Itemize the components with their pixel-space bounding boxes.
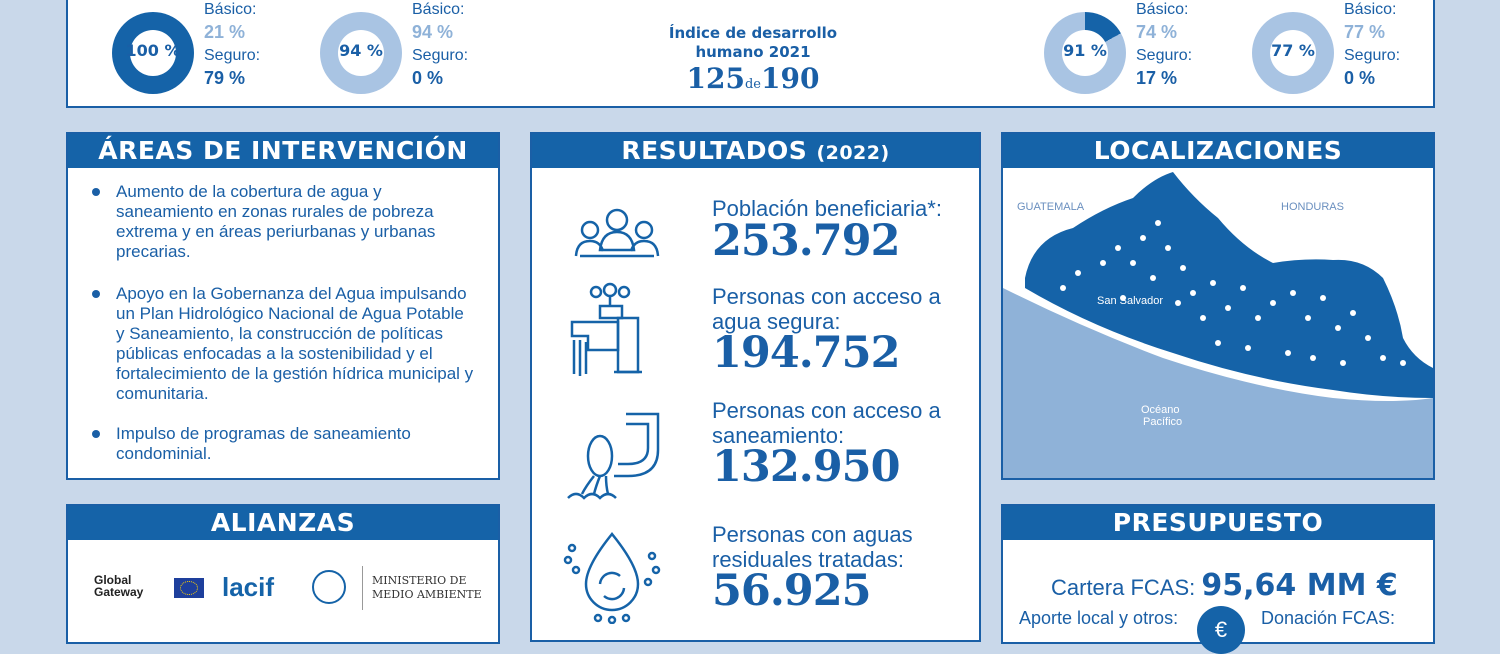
people-icon — [572, 206, 662, 264]
euro-icon — [1197, 606, 1245, 654]
idh-de: de — [744, 77, 761, 92]
basic-label: Básico: — [204, 1, 257, 18]
alliances-title: ALIANZAS — [68, 506, 498, 540]
donut-chart-2 — [320, 12, 402, 94]
label-honduras: HONDURAS — [1281, 201, 1344, 213]
top-stats-panel — [66, 0, 1435, 108]
bullet-text: Aumento de la cobertura de agua y saneamiento en zonas rurales de pobreza extrema y en áreas periurbanas y urbanas precarias. — [116, 182, 436, 261]
idh-title-1: Índice de desarrollo — [668, 24, 838, 42]
safe-value: 79 % — [204, 68, 246, 88]
faucet-icon — [568, 282, 658, 378]
safe-value: 0 % — [1344, 68, 1376, 88]
result-label: Personas con acceso a saneamiento: — [712, 398, 941, 448]
lacif-logo: lacif — [222, 572, 275, 602]
donut-chart-1 — [112, 12, 194, 94]
locations-title: LOCALIZACIONES — [1003, 134, 1433, 168]
eu-flag-icon — [174, 578, 204, 598]
donut-1-pct: 100 % — [125, 41, 181, 60]
donut-3-stats — [1136, 0, 1192, 90]
euro-symbol: € — [1214, 617, 1228, 642]
basic-label: Básico: — [1344, 1, 1397, 18]
alliances-panel — [66, 504, 500, 644]
result-label: Población beneficiaria*: — [712, 196, 942, 221]
safe-label: Seguro: — [204, 47, 261, 64]
ministry-text-1: MINISTERIO DE — [372, 574, 467, 587]
recycled-water-icon — [562, 528, 662, 624]
pipe-icon — [564, 410, 664, 506]
el-salvador-seal-icon — [312, 570, 346, 604]
donut-1-stats — [204, 0, 260, 90]
areas-panel — [66, 132, 500, 480]
donut-chart-3 — [1044, 12, 1126, 94]
result-value: 56.925 — [712, 566, 871, 616]
ministry-text-2: MEDIO AMBIENTE — [372, 588, 482, 601]
label-ocean-1: Océano — [1141, 404, 1180, 416]
safe-label: Seguro: — [412, 47, 469, 64]
bullet-text: Apoyo en la Gobernanza del Agua impulsando un Plan Hidrológico Nacional de Agua Potable y Saneamiento, la construcción de políticas públicas enfocadas a la sostenibilidad y el fortalecimiento de la gestión hídrica municipal y comunitaria. — [116, 284, 474, 403]
idh-rank: 125 — [686, 62, 745, 95]
bullet-text: Impulso de programas de saneamiento condominial. — [116, 424, 411, 463]
divider — [362, 566, 363, 610]
ministry-logo — [372, 574, 482, 602]
donut-2-stats — [412, 0, 468, 90]
results-year: (2022) — [816, 142, 890, 164]
basic-value: 77 % — [1344, 22, 1386, 42]
global-gateway-text-2: Gateway — [94, 585, 144, 599]
result-label: Personas con acceso a agua segura: — [712, 284, 941, 334]
results-panel — [530, 132, 981, 642]
label-capital: San Salvador — [1097, 295, 1164, 307]
budget-panel — [1001, 504, 1435, 644]
cartera-label: Cartera FCAS: — [1051, 575, 1196, 600]
idh-title-2: humano 2021 — [695, 43, 811, 61]
donut-2-pct: 94 % — [339, 41, 383, 60]
bullet-icon — [92, 290, 100, 298]
el-salvador-map — [1003, 168, 1433, 478]
bullet-icon — [92, 430, 100, 438]
bullet-icon — [92, 188, 100, 196]
donut-4-stats — [1344, 0, 1400, 90]
global-gateway-text-1: Global — [94, 573, 132, 587]
safe-label: Seguro: — [1136, 47, 1193, 64]
donut-4-pct: 77 % — [1271, 41, 1315, 60]
label-ocean-2: Pacífico — [1143, 416, 1183, 428]
basic-label: Básico: — [1136, 1, 1189, 18]
global-gateway-logo — [94, 574, 143, 598]
budget-title: PRESUPUESTO — [1003, 506, 1433, 540]
cartera-value: 95,64 MM € — [1201, 568, 1398, 603]
results-title — [532, 134, 979, 168]
result-label: Personas con aguas residuales tratadas: — [712, 522, 913, 572]
areas-title: ÁREAS DE INTERVENCIÓN — [68, 134, 498, 168]
safe-value: 17 % — [1136, 68, 1178, 88]
basic-value: 74 % — [1136, 22, 1178, 42]
result-value: 194.752 — [712, 328, 900, 378]
donut-chart-4 — [1252, 12, 1334, 94]
aporte-label: Aporte local y otros: — [1019, 608, 1179, 628]
locations-panel — [1001, 132, 1435, 480]
basic-label: Básico: — [412, 1, 465, 18]
idh-total: 190 — [761, 62, 820, 95]
results-title-text: RESULTADOS — [621, 136, 808, 165]
basic-value: 21 % — [204, 22, 246, 42]
idh-block — [668, 24, 838, 102]
cartera-row — [1051, 568, 1398, 603]
label-guatemala: GUATEMALA — [1017, 201, 1085, 213]
donut-3-pct: 91 % — [1063, 41, 1107, 60]
safe-label: Seguro: — [1344, 47, 1401, 64]
result-value: 253.792 — [712, 216, 900, 266]
result-value: 132.950 — [712, 442, 900, 492]
safe-value: 0 % — [412, 68, 444, 88]
basic-value: 94 % — [412, 22, 454, 42]
donacion-label: Donación FCAS: — [1261, 608, 1396, 628]
